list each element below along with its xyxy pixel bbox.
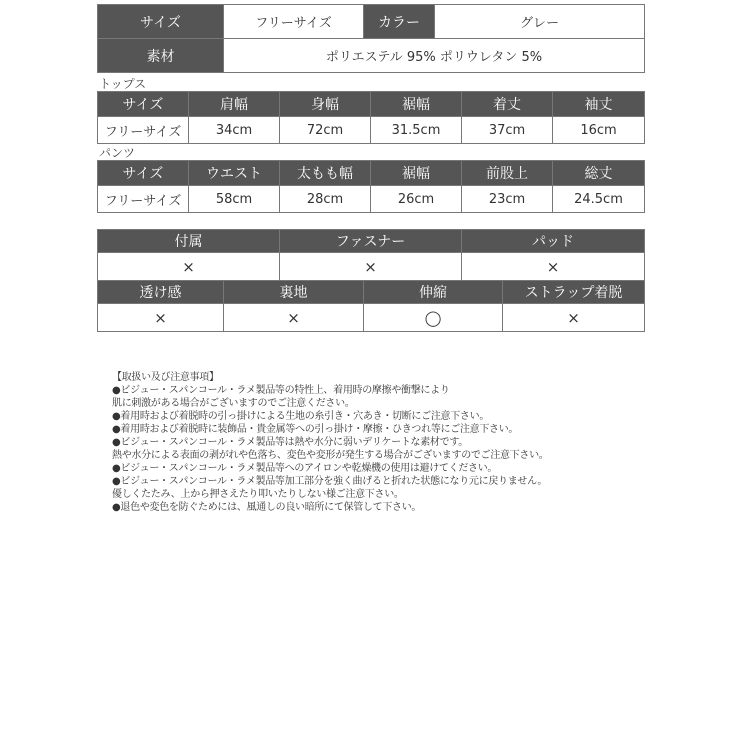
material-value: ポリエステル 95% ポリウレタン 5% bbox=[224, 39, 645, 73]
accessory-header: 付属 bbox=[98, 230, 280, 253]
accessory-value: × bbox=[98, 253, 280, 281]
lining-header: 裏地 bbox=[224, 281, 364, 304]
tops-header-hem-width: 裾幅 bbox=[371, 92, 462, 117]
pants-header-size: サイズ bbox=[98, 161, 189, 186]
size-label: サイズ bbox=[98, 5, 224, 39]
features-table-2 bbox=[97, 280, 645, 332]
pants-table bbox=[97, 160, 645, 213]
size-value: フリーサイズ bbox=[224, 5, 364, 39]
care-notes bbox=[112, 371, 632, 514]
tops-header-body-width: 身幅 bbox=[280, 92, 371, 117]
pants-waist-value: 58cm bbox=[189, 186, 280, 213]
stretch-header: 伸縮 bbox=[364, 281, 503, 304]
tops-hem-width-value: 31.5cm bbox=[371, 117, 462, 144]
note-line: ●退色や変色を防ぐためには、風通しの良い暗所にて保管して下さい。 bbox=[112, 502, 422, 513]
tops-length-value: 37cm bbox=[462, 117, 553, 144]
pants-header-front-rise: 前股上 bbox=[462, 161, 553, 186]
note-line: 肌に刺激がある場合がございますのでご注意ください。 bbox=[112, 398, 355, 409]
tops-header-length: 着丈 bbox=[462, 92, 553, 117]
tops-header-size: サイズ bbox=[98, 92, 189, 117]
zipper-header: ファスナー bbox=[280, 230, 462, 253]
tops-sleeve-value: 16cm bbox=[553, 117, 645, 144]
note-line: ●着用時および着脱時に装飾品・貴金属等への引っ掛け・摩擦・ひきつれ等にご注意下さい。 bbox=[112, 424, 519, 435]
tops-table bbox=[97, 91, 645, 144]
note-line: ●ビジュー・スパンコール・ラメ製品等へのアイロンや乾燥機の使用は避けてください。 bbox=[112, 463, 498, 474]
strap-removable-value: × bbox=[503, 304, 645, 332]
pants-front-rise-value: 23cm bbox=[462, 186, 553, 213]
tops-header-sleeve: 袖丈 bbox=[553, 92, 645, 117]
pants-total-length-value: 24.5cm bbox=[553, 186, 645, 213]
tops-shoulder-value: 34cm bbox=[189, 117, 280, 144]
tops-body-width-value: 72cm bbox=[280, 117, 371, 144]
tops-header-shoulder: 肩幅 bbox=[189, 92, 280, 117]
color-value: グレー bbox=[435, 5, 645, 39]
pants-header-total-length: 総丈 bbox=[553, 161, 645, 186]
notes-heading: 【取扱い及び注意事項】 bbox=[112, 372, 219, 383]
material-label: 素材 bbox=[98, 39, 224, 73]
tops-section-title: トップス bbox=[99, 77, 147, 91]
sheerness-value: × bbox=[98, 304, 224, 332]
zipper-value: × bbox=[280, 253, 462, 281]
note-line: 熱や水分による表面の剥がれや色落ち、変色や変形が発生する場合がございますのでご注意下さい。 bbox=[112, 450, 549, 461]
color-label: カラー bbox=[364, 5, 435, 39]
note-line: ●ビジュー・スパンコール・ラメ製品等の特性上、着用時の摩擦や衝撃により bbox=[112, 385, 450, 396]
spec-table bbox=[97, 4, 645, 73]
pants-section-title: パンツ bbox=[99, 146, 136, 160]
features-table-1 bbox=[97, 229, 645, 281]
stretch-value: ◯ bbox=[364, 304, 503, 332]
pad-value: × bbox=[462, 253, 645, 281]
sheerness-header: 透け感 bbox=[98, 281, 224, 304]
pants-hem-width-value: 26cm bbox=[371, 186, 462, 213]
pants-header-waist: ウエスト bbox=[189, 161, 280, 186]
note-line: ●ビジュー・スパンコール・ラメ製品等加工部分を強く曲げると折れた状態になり元に戻りません。 bbox=[112, 476, 548, 487]
pants-header-thigh: 太もも幅 bbox=[280, 161, 371, 186]
note-line: ●着用時および着脱時の引っ掛けによる生地の糸引き・穴あき・切断にご注意下さい。 bbox=[112, 411, 490, 422]
lining-value: × bbox=[224, 304, 364, 332]
tops-size-value: フリーサイズ bbox=[98, 117, 189, 144]
note-line: ●ビジュー・スパンコール・ラメ製品等は熱や水分に弱いデリケートな素材です。 bbox=[112, 437, 468, 448]
note-line: 優しくたたみ、上から押さえたり叩いたりしない様ご注意下さい。 bbox=[112, 489, 404, 500]
pants-header-hem-width: 裾幅 bbox=[371, 161, 462, 186]
strap-removable-header: ストラップ着脱 bbox=[503, 281, 645, 304]
pants-size-value: フリーサイズ bbox=[98, 186, 189, 213]
pants-thigh-value: 28cm bbox=[280, 186, 371, 213]
pad-header: パッド bbox=[462, 230, 645, 253]
